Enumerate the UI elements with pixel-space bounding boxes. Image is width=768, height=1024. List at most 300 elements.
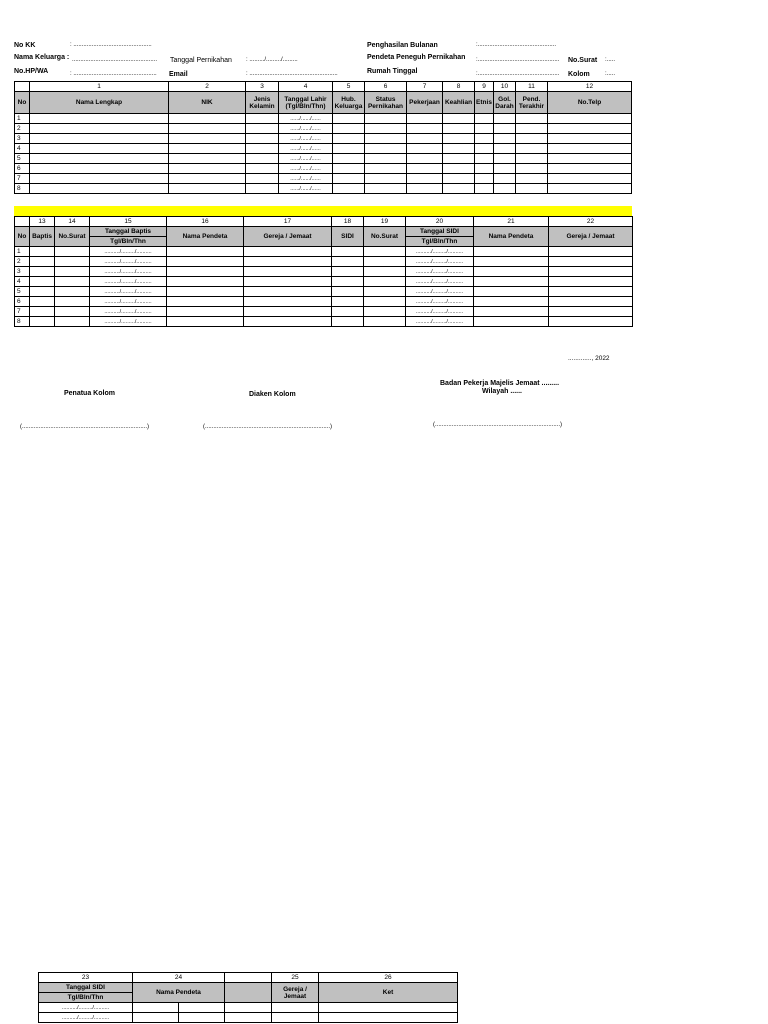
cell[interactable] [179, 1013, 225, 1023]
cell[interactable] [167, 297, 244, 307]
table-row [15, 124, 632, 134]
date-cell[interactable]: ........../........./.......... [406, 267, 474, 277]
cell[interactable] [244, 317, 332, 327]
date-cell[interactable]: ........../........./.......... [406, 297, 474, 307]
cell[interactable] [475, 174, 494, 184]
cell[interactable] [30, 267, 55, 277]
table3-number-row [39, 973, 458, 983]
cell[interactable] [364, 247, 406, 257]
col-num: 24 [133, 973, 225, 983]
col-num: 6 [365, 82, 407, 92]
cell[interactable] [169, 134, 246, 144]
cell[interactable] [55, 317, 90, 327]
col-num: 5 [333, 82, 365, 92]
rumah-field[interactable]: :................................................. [476, 71, 560, 77]
cell[interactable] [474, 267, 549, 277]
cell[interactable] [333, 124, 365, 134]
header-tgl-bln-thn: Tgl/Bln/Thn [406, 237, 474, 247]
cell[interactable] [55, 277, 90, 287]
cell[interactable] [365, 144, 407, 154]
cell[interactable] [474, 297, 549, 307]
kolom-field[interactable]: :..... [605, 71, 616, 77]
table-row [15, 184, 632, 194]
col-num: 20 [406, 217, 474, 227]
header-gereja-jemaat: Gereja / Jemaat [272, 983, 319, 1003]
cell[interactable] [30, 134, 169, 144]
col-num: 12 [548, 82, 632, 92]
cell[interactable] [30, 114, 169, 124]
cell[interactable] [319, 1003, 458, 1013]
col-num: 11 [516, 82, 548, 92]
table-row [15, 247, 633, 257]
date-cell[interactable]: ....../....../...... [279, 114, 333, 124]
email-field[interactable]: : ..................................................... [246, 71, 338, 77]
pendeta-field[interactable]: :................................................. [476, 57, 560, 63]
cell[interactable] [474, 277, 549, 287]
cell[interactable] [475, 154, 494, 164]
cell[interactable] [443, 124, 475, 134]
cell[interactable] [364, 257, 406, 267]
date-cell[interactable]: ....../....../...... [279, 134, 333, 144]
nama-keluarga-field[interactable]: ................................................... [72, 57, 158, 63]
cell[interactable] [332, 287, 364, 297]
email-label: Email [169, 71, 188, 78]
table2-number-row [15, 217, 633, 227]
cell[interactable] [516, 114, 548, 124]
cell[interactable] [30, 257, 55, 267]
cell[interactable] [548, 114, 632, 124]
date-cell[interactable]: ........../........./.......... [90, 247, 167, 257]
cell[interactable] [244, 267, 332, 277]
cell[interactable] [169, 164, 246, 174]
row-number: 3 [15, 267, 30, 277]
row-number: 2 [15, 257, 30, 267]
row-number: 5 [15, 287, 30, 297]
col-num: 3 [246, 82, 279, 92]
date-cell[interactable]: ........../........./.......... [90, 267, 167, 277]
col-num: 21 [474, 217, 549, 227]
table-row [15, 114, 632, 124]
date-cell[interactable]: ........../........./.......... [406, 257, 474, 267]
cell[interactable] [246, 154, 279, 164]
cell[interactable] [407, 164, 443, 174]
cell[interactable] [333, 144, 365, 154]
tanggal-pernikahan-field[interactable]: : ........./........./......... [246, 57, 298, 63]
cell[interactable] [548, 154, 632, 164]
header-nama-lengkap: Nama Lengkap [30, 92, 169, 114]
table-row [39, 1003, 458, 1013]
cell[interactable] [475, 144, 494, 154]
date-cell[interactable]: ........../........./.......... [39, 1013, 133, 1023]
cell[interactable] [474, 247, 549, 257]
row-number: 7 [15, 174, 30, 184]
cell[interactable] [549, 267, 633, 277]
col-num: 2 [169, 82, 246, 92]
cell[interactable] [55, 247, 90, 257]
header-nik: NIK [169, 92, 246, 114]
date-cell[interactable]: ....../....../...... [279, 164, 333, 174]
cell[interactable] [333, 154, 365, 164]
cell[interactable] [246, 134, 279, 144]
cell[interactable] [333, 174, 365, 184]
cell[interactable] [516, 124, 548, 134]
cell[interactable] [365, 124, 407, 134]
no-kk-field[interactable]: : ............................................... [70, 42, 152, 48]
cell[interactable] [30, 317, 55, 327]
cell[interactable] [55, 307, 90, 317]
cell[interactable] [246, 184, 279, 194]
col-num: 7 [407, 82, 443, 92]
date-cell[interactable]: ....../....../...... [279, 144, 333, 154]
cell[interactable] [244, 287, 332, 297]
cell[interactable] [516, 174, 548, 184]
cell[interactable] [246, 114, 279, 124]
cell[interactable] [244, 257, 332, 267]
cell[interactable] [549, 307, 633, 317]
table2-header-row-top [15, 227, 633, 237]
cell[interactable] [133, 1003, 179, 1013]
cell[interactable] [549, 277, 633, 287]
cell[interactable] [443, 184, 475, 194]
nohp-field[interactable]: : .................................................. [70, 71, 157, 77]
cell[interactable] [364, 307, 406, 317]
date-cell[interactable]: ........../........./.......... [90, 317, 167, 327]
cell[interactable] [319, 1013, 458, 1023]
cell[interactable] [365, 114, 407, 124]
cell[interactable] [169, 114, 246, 124]
cell[interactable] [332, 297, 364, 307]
cell[interactable] [443, 134, 475, 144]
cell[interactable] [272, 1013, 319, 1023]
table-row [15, 297, 633, 307]
date-cell[interactable]: ....../....../...... [279, 154, 333, 164]
cell[interactable] [549, 247, 633, 257]
cell[interactable] [30, 307, 55, 317]
cell[interactable] [516, 184, 548, 194]
table1-header-row [15, 92, 632, 114]
cell[interactable] [365, 164, 407, 174]
cell[interactable] [246, 124, 279, 134]
table-row [15, 317, 633, 327]
cell[interactable] [407, 114, 443, 124]
date-cell[interactable]: ........../........./.......... [90, 277, 167, 287]
cell[interactable] [30, 174, 169, 184]
header-blank [225, 983, 272, 1003]
cell[interactable] [169, 124, 246, 134]
col-num: 22 [549, 217, 633, 227]
cell[interactable] [364, 267, 406, 277]
table-row [39, 1013, 458, 1023]
cell[interactable] [244, 277, 332, 287]
cell[interactable] [225, 1003, 272, 1013]
cell[interactable] [516, 154, 548, 164]
table-row [15, 277, 633, 287]
cell[interactable] [167, 317, 244, 327]
cell[interactable] [474, 287, 549, 297]
cell[interactable] [30, 297, 55, 307]
cell[interactable] [443, 174, 475, 184]
cell[interactable] [494, 114, 516, 124]
cell[interactable] [549, 257, 633, 267]
cell[interactable] [30, 164, 169, 174]
no-kk-label: No KK [14, 42, 36, 49]
row-number: 8 [15, 317, 30, 327]
cell[interactable] [548, 184, 632, 194]
cell[interactable] [332, 247, 364, 257]
table-row [15, 267, 633, 277]
cell[interactable] [332, 307, 364, 317]
cell[interactable] [30, 124, 169, 134]
cell[interactable] [407, 144, 443, 154]
table-row [15, 154, 632, 164]
col-num: 17 [244, 217, 332, 227]
cell[interactable] [443, 154, 475, 164]
cell[interactable] [244, 297, 332, 307]
cell[interactable] [244, 307, 332, 317]
header-jenis-kelamin: Jenis Kelamin [246, 92, 279, 114]
cell[interactable] [246, 174, 279, 184]
cell[interactable] [407, 174, 443, 184]
header-gereja-jemaat-sidi: Gereja / Jemaat [549, 227, 633, 247]
cell[interactable] [332, 257, 364, 267]
col-num: 26 [319, 973, 458, 983]
cell[interactable] [333, 114, 365, 124]
col-num: 25 [272, 973, 319, 983]
date-cell[interactable]: ....../....../...... [279, 184, 333, 194]
cell[interactable] [169, 144, 246, 154]
penatua-signature-line[interactable]: (...........................................................................) [20, 424, 150, 430]
date-cell[interactable]: ........../........./.......... [90, 307, 167, 317]
header-status-pernikahan: Status Pernikahan [365, 92, 407, 114]
cell[interactable] [333, 184, 365, 194]
cell[interactable] [475, 164, 494, 174]
cell[interactable] [548, 124, 632, 134]
header-hub-keluarga: Hub. Keluarga [333, 92, 365, 114]
badan-signature-line[interactable]: (...........................................................................) [433, 422, 563, 428]
col-num: 9 [475, 82, 494, 92]
cell[interactable] [549, 317, 633, 327]
penatua-title: Penatua Kolom [64, 390, 115, 397]
row-number: 6 [15, 164, 30, 174]
cell[interactable] [494, 154, 516, 164]
cell[interactable] [364, 317, 406, 327]
header-pekerjaan: Pekerjaan [407, 92, 443, 114]
cell[interactable] [474, 317, 549, 327]
cell[interactable] [364, 277, 406, 287]
cell[interactable] [549, 287, 633, 297]
cell[interactable] [30, 144, 169, 154]
header-keahlian: Keahlian [443, 92, 475, 114]
cell[interactable] [332, 277, 364, 287]
table-row [15, 134, 632, 144]
cell[interactable] [225, 1013, 272, 1023]
table1-number-row [15, 82, 632, 92]
cell[interactable] [332, 317, 364, 327]
cell[interactable] [167, 307, 244, 317]
diaken-title: Diaken Kolom [249, 391, 296, 398]
header-nama-pendeta: Nama Pendeta [167, 227, 244, 247]
cell[interactable] [364, 297, 406, 307]
header-no-telp: No.Telp [548, 92, 632, 114]
col-num: 1 [30, 82, 169, 92]
anggota-keluarga-table [14, 81, 632, 194]
col-num: 18 [332, 217, 364, 227]
cell[interactable] [333, 134, 365, 144]
col-num: 23 [39, 973, 133, 983]
cell[interactable] [169, 174, 246, 184]
cell[interactable] [167, 267, 244, 277]
cell[interactable] [30, 277, 55, 287]
row-number: 4 [15, 144, 30, 154]
cell[interactable] [549, 297, 633, 307]
cell[interactable] [55, 287, 90, 297]
baptis-sidi-table [14, 216, 633, 327]
header-no-surat-sidi: No.Surat [364, 227, 406, 247]
date-cell[interactable]: ........../........./.......... [406, 317, 474, 327]
wilayah-title: Wilayah ...... [482, 388, 523, 395]
cell[interactable] [516, 164, 548, 174]
cell[interactable] [443, 144, 475, 154]
cell[interactable] [516, 144, 548, 154]
cell[interactable] [179, 1003, 225, 1013]
cell[interactable] [365, 184, 407, 194]
cell[interactable] [55, 257, 90, 267]
header-nama-pendeta: Nama Pendeta [133, 983, 225, 1003]
cell[interactable] [167, 247, 244, 257]
yellow-separator [14, 206, 632, 216]
row-number: 7 [15, 307, 30, 317]
row-number: 6 [15, 297, 30, 307]
cell[interactable] [548, 134, 632, 144]
cell[interactable] [407, 134, 443, 144]
cell[interactable] [494, 164, 516, 174]
header-no: No [15, 92, 30, 114]
cell[interactable] [407, 184, 443, 194]
col-num: 8 [443, 82, 475, 92]
date-cell[interactable]: ........../........./.......... [406, 287, 474, 297]
cell[interactable] [167, 257, 244, 267]
badan-title: Badan Pekerja Majelis Jemaat ......... [440, 380, 560, 387]
table-row [15, 307, 633, 317]
cell[interactable] [443, 114, 475, 124]
cell[interactable] [475, 124, 494, 134]
cell[interactable] [272, 1003, 319, 1013]
header-ket: Ket [319, 983, 458, 1003]
cell[interactable] [365, 174, 407, 184]
cell[interactable] [30, 184, 169, 194]
date-cell[interactable]: ....../....../...... [279, 124, 333, 134]
col-num: 19 [364, 217, 406, 227]
cell[interactable] [475, 134, 494, 144]
cell[interactable] [548, 144, 632, 154]
penghasilan-field[interactable]: :............................................... [476, 42, 557, 48]
cell[interactable] [133, 1013, 179, 1023]
row-number: 5 [15, 154, 30, 164]
date-cell[interactable]: ........../........./.......... [39, 1003, 133, 1013]
cell[interactable] [494, 124, 516, 134]
cell[interactable] [365, 154, 407, 164]
table3-header-row-top [39, 983, 458, 993]
header-tgl-bln-thn: Tgl/Bln/Thn [39, 993, 133, 1003]
cell[interactable] [169, 154, 246, 164]
row-number: 3 [15, 134, 30, 144]
header-tgl-bln-thn: Tgl/Bln/Thn [90, 237, 167, 247]
cell[interactable] [474, 257, 549, 267]
cell[interactable] [365, 134, 407, 144]
date-cell[interactable]: ........../........./.......... [90, 257, 167, 267]
cell[interactable] [246, 144, 279, 154]
cell[interactable] [407, 154, 443, 164]
table-row [15, 144, 632, 154]
cell[interactable] [167, 277, 244, 287]
row-number: 8 [15, 184, 30, 194]
cell[interactable] [30, 154, 169, 164]
date-cell[interactable]: ....../....../...... [279, 174, 333, 184]
col-num: 15 [90, 217, 167, 227]
cell[interactable] [30, 287, 55, 297]
header-baptis: Baptis [30, 227, 55, 247]
cell[interactable] [30, 247, 55, 257]
cell[interactable] [494, 174, 516, 184]
cell[interactable] [475, 114, 494, 124]
date-cell[interactable]: ........../........./.......... [90, 297, 167, 307]
header-tanggal-lahir: Tanggal Lahir (Tgl/Bln/Thn) [279, 92, 333, 114]
nohp-label: No.HP/WA [14, 68, 49, 75]
cell[interactable] [169, 184, 246, 194]
cell[interactable] [494, 184, 516, 194]
date-cell[interactable]: ........../........./.......... [406, 277, 474, 287]
no-surat-field[interactable]: :..... [605, 57, 616, 63]
cell[interactable] [333, 164, 365, 174]
cell[interactable] [167, 287, 244, 297]
header-etnis: Etnis [475, 92, 494, 114]
col-num: 10 [494, 82, 516, 92]
cell[interactable] [475, 184, 494, 194]
row-number: 2 [15, 124, 30, 134]
date-cell[interactable]: ........../........./.......... [90, 287, 167, 297]
table-row [15, 174, 632, 184]
tanggal-pernikahan-label: Tanggal Pernikahan [170, 57, 232, 64]
cell[interactable] [443, 164, 475, 174]
cell[interactable] [55, 267, 90, 277]
penghasilan-label: Penghasilan Bulanan [367, 42, 438, 49]
table-row [15, 164, 632, 174]
header-nama-pendeta-sidi: Nama Pendeta [474, 227, 549, 247]
row-number: 4 [15, 277, 30, 287]
cell[interactable] [474, 307, 549, 317]
rumah-label: Rumah Tinggal [367, 68, 418, 75]
cell[interactable] [516, 134, 548, 144]
cell[interactable] [246, 164, 279, 174]
cell[interactable] [364, 287, 406, 297]
cell[interactable] [548, 174, 632, 184]
cell[interactable] [494, 144, 516, 154]
diaken-signature-line[interactable]: (...........................................................................) [203, 424, 333, 430]
cell[interactable] [494, 134, 516, 144]
no-surat-label: No.Surat [568, 57, 598, 64]
cell[interactable] [55, 297, 90, 307]
cell[interactable] [244, 247, 332, 257]
cell[interactable] [332, 267, 364, 277]
date-cell[interactable]: ........../........./.......... [406, 307, 474, 317]
nama-keluarga-label: Nama Keluarga : [14, 54, 70, 61]
col-num: 16 [167, 217, 244, 227]
header-no: No [15, 227, 30, 247]
header-sidi: SIDI [332, 227, 364, 247]
cell[interactable] [548, 164, 632, 174]
date-cell[interactable]: ........../........./.......... [406, 247, 474, 257]
cell[interactable] [407, 124, 443, 134]
